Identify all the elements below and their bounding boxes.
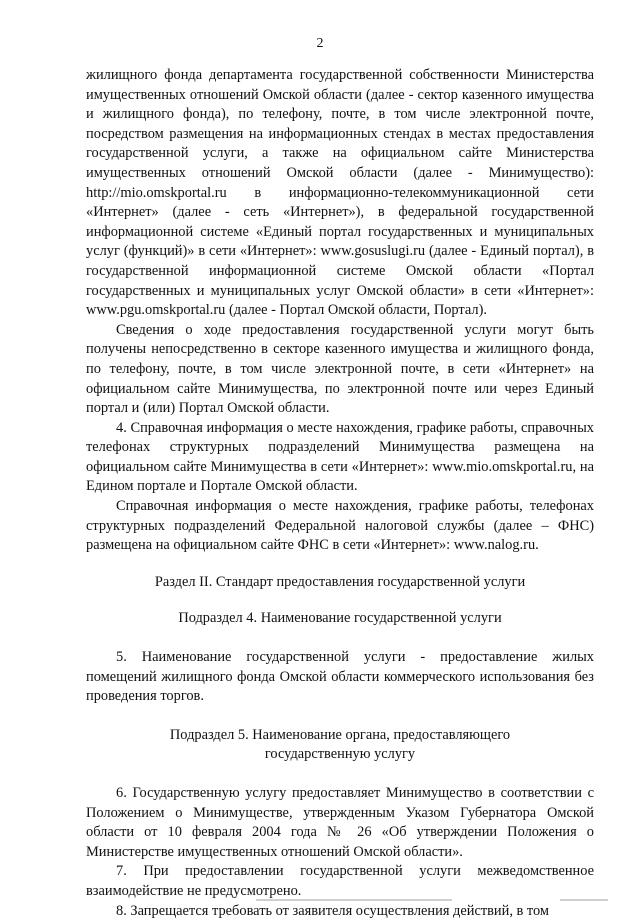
paragraph-service-name: 5. Наименование государственной услуги - предоставление жилых помещений жилищного фонда Омской области коммерческого использования без проведения торгов. [86, 649, 594, 705]
subsection-heading-5-line2: государственную услугу [264, 746, 416, 763]
scan-footer-marks [0, 896, 640, 905]
document-body [86, 66, 594, 921]
paragraph-progress-info: Сведения о ходе предоставления государственной услуги могут быть получены непосредственно в секторе казенного имущества и жилищного фонда, по телефону, почте, в том числе электронной почте, в сети «Интернет» на официальном сайте Минимущества, по электронной почте или через Единый портал и (или) Портал Омской области. [86, 321, 594, 417]
paragraph-reference-info-ministry: 4. Справочная информация о месте нахождения, графике работы, справочных телефонах структурных подразделений Минимущества размещена на официальном сайте Минимущества в сети «Интернет»: www.mio.omskportal.ru, на Едином портале и Портале Омской области. [86, 419, 594, 495]
paragraph-reference-info-fns: Справочная информация о месте нахождения, графике работы, телефонах структурных подразделений Федеральной налоговой службы (далее – ФНС) размещена на официальном сайте ФНС в сети «Интернет»: www.nalog.ru. [86, 498, 594, 554]
paragraph-interagency: 7. При предоставлении государственной услуги межведомственное взаимодействие не предусмотрено. [86, 863, 594, 899]
page-number: 2 [316, 36, 324, 51]
subsection-heading-4: Подраздел 4. Наименование государственной услуги [178, 610, 502, 627]
subsection-heading-5-line1: Подраздел 5. Наименование органа, предоставляющего [169, 726, 511, 743]
paragraph-provider: 6. Государственную услугу предоставляет Минимущество в соответствии с Положением о Минимуществе, утвержденным Указом Губернатора Омской области от 10 февраля 2004 года № 26 «Об утверждении Положения о Министерстве имущественных отношений Омской области». [86, 785, 594, 860]
paragraph-info-channels: жилищного фонда департамента государственной собственности Министерства имущественных отношений Омской области (далее - сектор казенного имущества и жилищного фонда), по телефону, почте, в том числе электронной почте, посредством размещения на информационных стендах в местах предоставления государственной услуги, а также на официальном сайте Министерства имущественных отношений Омской области (далее - Минимущество): http://mio.omskportal.ru в информационно-телекоммуникационной сети «Интернет» (далее - сеть «Интернет»), в федеральной государственной информационной системе «Единый портал государственных и муниципальных услуг (функций)» в сети «Интернет»: www.gosuslugi.ru (далее - Единый портал), в государственной информационной системе Омской области «Портал государственных и муниципальных услуг Омской области» в сети «Интернет»: www.pgu.omskportal.ru (далее - Портал Омской области, Портал). [86, 67, 594, 319]
section-heading: Раздел II. Стандарт предоставления государственной услуги [154, 573, 526, 590]
paragraph-prohibitions: 8. Запрещается требовать от заявителя осуществления действий, в том [116, 902, 550, 919]
